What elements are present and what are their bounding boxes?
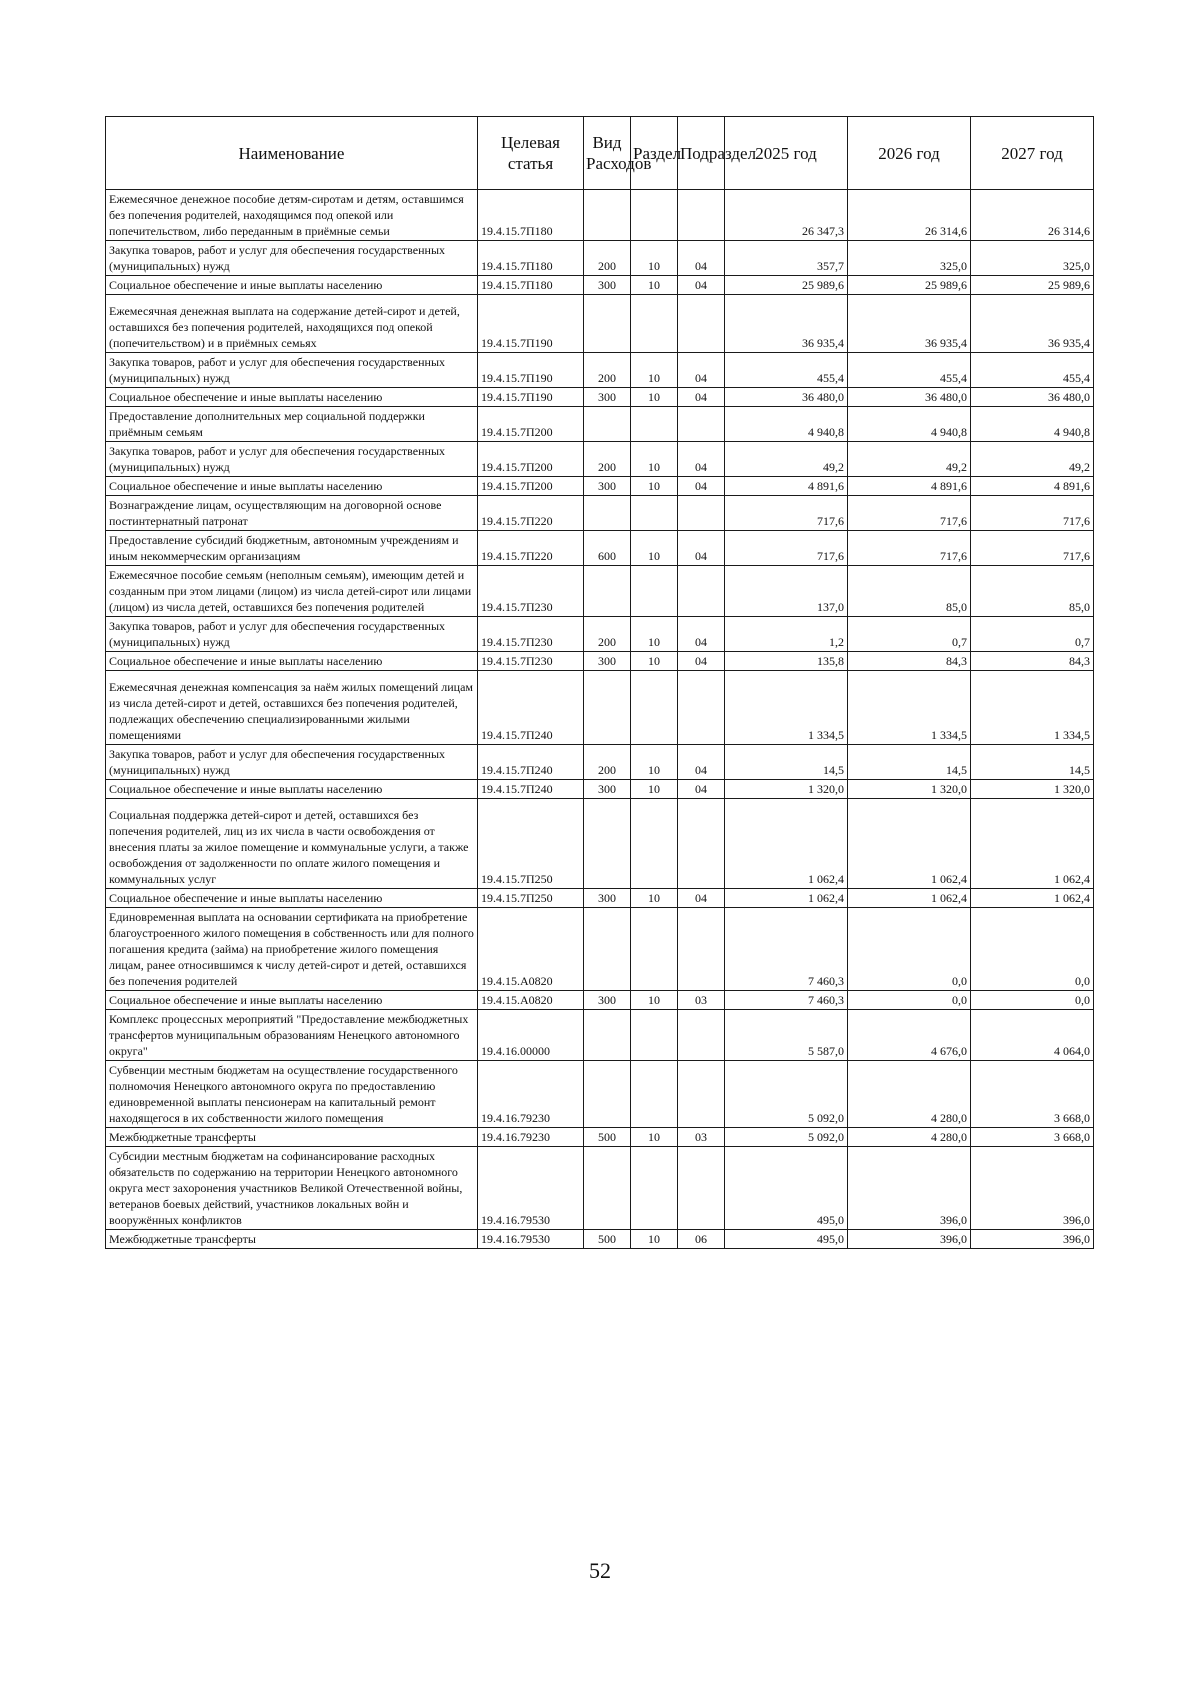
row-value-2026-cell: 396,0 <box>848 1230 971 1249</box>
row-name-cell: Социальное обеспечение и иные выплаты населению <box>106 889 478 908</box>
row-value-2025-cell: 4 891,6 <box>725 477 848 496</box>
row-subsection-cell <box>678 1061 725 1128</box>
row-name-cell: Социальное обеспечение и иные выплаты населению <box>106 477 478 496</box>
row-target-article-cell: 19.4.15.7П220 <box>478 496 584 531</box>
row-value-2027-cell: 1 062,4 <box>971 799 1094 889</box>
row-name-cell: Межбюджетные трансферты <box>106 1230 478 1249</box>
row-value-2025-cell: 4 940,8 <box>725 407 848 442</box>
header-year-2027: 2027 год <box>971 117 1094 190</box>
row-section-cell: 10 <box>631 241 678 276</box>
row-value-2026-cell: 325,0 <box>848 241 971 276</box>
row-subsection-cell <box>678 1010 725 1061</box>
table-row <box>106 745 1094 780</box>
row-value-2025-cell: 1 334,5 <box>725 671 848 745</box>
row-subsection-cell <box>678 295 725 353</box>
row-value-2026-cell: 85,0 <box>848 566 971 617</box>
row-subsection-cell: 04 <box>678 652 725 671</box>
row-value-2027-cell: 396,0 <box>971 1147 1094 1230</box>
row-subsection-cell <box>678 496 725 531</box>
row-expense-type-cell: 200 <box>584 241 631 276</box>
table-row <box>106 531 1094 566</box>
row-name-cell: Закупка товаров, работ и услуг для обеспечения государственных (муниципальных) нужд <box>106 617 478 652</box>
row-value-2027-cell: 85,0 <box>971 566 1094 617</box>
row-value-2026-cell: 0,0 <box>848 908 971 991</box>
table-row <box>106 1147 1094 1230</box>
row-expense-type-cell: 500 <box>584 1230 631 1249</box>
row-name-cell: Социальное обеспечение и иные выплаты населению <box>106 991 478 1010</box>
table-row <box>106 477 1094 496</box>
row-value-2025-cell: 135,8 <box>725 652 848 671</box>
row-value-2025-cell: 7 460,3 <box>725 908 848 991</box>
table-row <box>106 566 1094 617</box>
table-row <box>106 190 1094 241</box>
table-row <box>106 780 1094 799</box>
row-value-2025-cell: 14,5 <box>725 745 848 780</box>
row-section-cell: 10 <box>631 1230 678 1249</box>
header-year-2026: 2026 год <box>848 117 971 190</box>
row-value-2025-cell: 1 062,4 <box>725 889 848 908</box>
row-target-article-cell: 19.4.15.7П190 <box>478 295 584 353</box>
row-name-cell: Закупка товаров, работ и услуг для обеспечения государственных (муниципальных) нужд <box>106 745 478 780</box>
row-subsection-cell: 03 <box>678 991 725 1010</box>
row-target-article-cell: 19.4.15.А0820 <box>478 991 584 1010</box>
row-value-2027-cell: 36 480,0 <box>971 388 1094 407</box>
row-target-article-cell: 19.4.15.7П200 <box>478 442 584 477</box>
table-row <box>106 1010 1094 1061</box>
row-value-2026-cell: 36 480,0 <box>848 388 971 407</box>
row-value-2027-cell: 4 940,8 <box>971 407 1094 442</box>
table-row <box>106 388 1094 407</box>
row-expense-type-cell <box>584 190 631 241</box>
row-expense-type-cell: 200 <box>584 442 631 477</box>
row-section-cell <box>631 1010 678 1061</box>
row-value-2025-cell: 49,2 <box>725 442 848 477</box>
row-section-cell: 10 <box>631 617 678 652</box>
row-value-2027-cell: 3 668,0 <box>971 1061 1094 1128</box>
row-section-cell: 10 <box>631 991 678 1010</box>
row-subsection-cell: 04 <box>678 889 725 908</box>
row-section-cell: 10 <box>631 745 678 780</box>
row-target-article-cell: 19.4.15.7П240 <box>478 745 584 780</box>
table-row <box>106 799 1094 889</box>
row-section-cell: 10 <box>631 353 678 388</box>
row-value-2025-cell: 36 480,0 <box>725 388 848 407</box>
row-subsection-cell <box>678 1147 725 1230</box>
row-value-2027-cell: 4 064,0 <box>971 1010 1094 1061</box>
row-section-cell: 10 <box>631 388 678 407</box>
row-name-cell: Субвенции местным бюджетам на осуществление государственного полномочия Ненецкого автономного округа по предоставлению единовременной выплаты пенсионерам на капитальный ремонт находящегося в их собственности жилого помещения <box>106 1061 478 1128</box>
row-name-cell: Социальное обеспечение и иные выплаты населению <box>106 780 478 799</box>
row-value-2026-cell: 0,0 <box>848 991 971 1010</box>
table-row <box>106 1061 1094 1128</box>
row-value-2025-cell: 26 347,3 <box>725 190 848 241</box>
header-target-article: Целевая статья <box>478 117 584 190</box>
row-value-2026-cell: 1 062,4 <box>848 889 971 908</box>
table-row <box>106 671 1094 745</box>
row-value-2026-cell: 26 314,6 <box>848 190 971 241</box>
row-expense-type-cell: 600 <box>584 531 631 566</box>
row-subsection-cell <box>678 190 725 241</box>
row-value-2027-cell: 49,2 <box>971 442 1094 477</box>
row-name-cell: Предоставление дополнительных мер социальной поддержки приёмным семьям <box>106 407 478 442</box>
row-value-2026-cell: 14,5 <box>848 745 971 780</box>
row-expense-type-cell <box>584 671 631 745</box>
row-value-2025-cell: 36 935,4 <box>725 295 848 353</box>
row-target-article-cell: 19.4.15.7П180 <box>478 276 584 295</box>
row-expense-type-cell <box>584 566 631 617</box>
table-row <box>106 1230 1094 1249</box>
row-name-cell: Социальное обеспечение и иные выплаты населению <box>106 276 478 295</box>
row-section-cell: 10 <box>631 780 678 799</box>
row-value-2026-cell: 1 334,5 <box>848 671 971 745</box>
row-expense-type-cell <box>584 799 631 889</box>
row-value-2027-cell: 396,0 <box>971 1230 1094 1249</box>
row-name-cell: Закупка товаров, работ и услуг для обеспечения государственных (муниципальных) нужд <box>106 241 478 276</box>
header-section: Раздел <box>631 117 678 190</box>
row-name-cell: Предоставление субсидий бюджетным, автономным учреждениям и иным некоммерческим организациям <box>106 531 478 566</box>
row-value-2026-cell: 4 676,0 <box>848 1010 971 1061</box>
row-value-2026-cell: 1 062,4 <box>848 799 971 889</box>
row-value-2026-cell: 717,6 <box>848 496 971 531</box>
row-value-2027-cell: 455,4 <box>971 353 1094 388</box>
row-subsection-cell: 04 <box>678 780 725 799</box>
row-target-article-cell: 19.4.15.7П190 <box>478 388 584 407</box>
row-value-2026-cell: 0,7 <box>848 617 971 652</box>
row-value-2025-cell: 495,0 <box>725 1147 848 1230</box>
row-target-article-cell: 19.4.16.00000 <box>478 1010 584 1061</box>
row-target-article-cell: 19.4.15.7П200 <box>478 477 584 496</box>
row-section-cell <box>631 799 678 889</box>
row-value-2027-cell: 1 334,5 <box>971 671 1094 745</box>
row-value-2025-cell: 7 460,3 <box>725 991 848 1010</box>
row-target-article-cell: 19.4.15.А0820 <box>478 908 584 991</box>
row-target-article-cell: 19.4.15.7П250 <box>478 799 584 889</box>
table-body <box>106 190 1094 1249</box>
row-expense-type-cell: 300 <box>584 652 631 671</box>
row-name-cell: Вознаграждение лицам, осуществляющим на договорной основе постинтернатный патронат <box>106 496 478 531</box>
row-section-cell <box>631 908 678 991</box>
row-value-2025-cell: 5 092,0 <box>725 1061 848 1128</box>
table-row <box>106 496 1094 531</box>
row-expense-type-cell <box>584 1061 631 1128</box>
row-section-cell <box>631 295 678 353</box>
row-value-2026-cell: 4 280,0 <box>848 1061 971 1128</box>
row-target-article-cell: 19.4.15.7П220 <box>478 531 584 566</box>
row-subsection-cell: 04 <box>678 531 725 566</box>
row-name-cell: Ежемесячное денежное пособие детям-сиротам и детям, оставшимся без попечения родителей, находящимся под опекой или попечительством, либо переданным в приёмные семьи <box>106 190 478 241</box>
row-name-cell: Социальное обеспечение и иные выплаты населению <box>106 388 478 407</box>
table-row <box>106 295 1094 353</box>
row-target-article-cell: 19.4.15.7П190 <box>478 353 584 388</box>
row-target-article-cell: 19.4.16.79230 <box>478 1128 584 1147</box>
row-value-2026-cell: 396,0 <box>848 1147 971 1230</box>
row-subsection-cell <box>678 799 725 889</box>
row-value-2027-cell: 0,0 <box>971 908 1094 991</box>
table-row <box>106 276 1094 295</box>
table-row <box>106 652 1094 671</box>
row-expense-type-cell: 200 <box>584 353 631 388</box>
row-value-2027-cell: 717,6 <box>971 496 1094 531</box>
row-subsection-cell: 04 <box>678 617 725 652</box>
row-expense-type-cell <box>584 1147 631 1230</box>
row-name-cell: Ежемесячная денежная компенсация за наём жилых помещений лицам из числа детей-сирот и детей, оставшихся без попечения родителей, подлежащих обеспечению специализированными жилыми помещениями <box>106 671 478 745</box>
row-target-article-cell: 19.4.15.7П200 <box>478 407 584 442</box>
row-subsection-cell: 04 <box>678 276 725 295</box>
row-target-article-cell: 19.4.16.79530 <box>478 1147 584 1230</box>
row-name-cell: Закупка товаров, работ и услуг для обеспечения государственных (муниципальных) нужд <box>106 442 478 477</box>
row-value-2026-cell: 36 935,4 <box>848 295 971 353</box>
row-subsection-cell <box>678 566 725 617</box>
row-value-2026-cell: 1 320,0 <box>848 780 971 799</box>
table-row <box>106 908 1094 991</box>
row-name-cell: Единовременная выплата на основании сертификата на приобретение благоустроенного жилого помещения в собственность или для полного погашения кредита (займа) на приобретение жилого помещения лицам, ранее относившимся к числу детей-сирот и детей, оставшихся без попечения родителей <box>106 908 478 991</box>
table-row <box>106 991 1094 1010</box>
row-value-2027-cell: 325,0 <box>971 241 1094 276</box>
row-name-cell: Субсидии местным бюджетам на софинансирование расходных обязательств по содержанию на территории Ненецкого автономного округа мест захоронения участников Великой Отечественной войны, ветеранов боевых действий, участников локальных войн и вооружённых конфликтов <box>106 1147 478 1230</box>
row-name-cell: Ежемесячное пособие семьям (неполным семьям), имеющим детей и созданным при этом лицами (лицом) из числа детей-сирот или лицами (лицом) из числа детей, оставшихся без попечения родителей <box>106 566 478 617</box>
row-value-2026-cell: 84,3 <box>848 652 971 671</box>
row-subsection-cell: 06 <box>678 1230 725 1249</box>
row-subsection-cell: 04 <box>678 442 725 477</box>
row-value-2025-cell: 1,2 <box>725 617 848 652</box>
table-row <box>106 407 1094 442</box>
row-value-2027-cell: 25 989,6 <box>971 276 1094 295</box>
row-value-2025-cell: 1 320,0 <box>725 780 848 799</box>
row-subsection-cell <box>678 908 725 991</box>
row-expense-type-cell: 300 <box>584 889 631 908</box>
table-row <box>106 889 1094 908</box>
row-expense-type-cell: 200 <box>584 745 631 780</box>
row-name-cell: Закупка товаров, работ и услуг для обеспечения государственных (муниципальных) нужд <box>106 353 478 388</box>
table-row <box>106 617 1094 652</box>
row-section-cell <box>631 496 678 531</box>
row-value-2025-cell: 25 989,6 <box>725 276 848 295</box>
row-value-2027-cell: 0,7 <box>971 617 1094 652</box>
row-subsection-cell: 04 <box>678 388 725 407</box>
row-target-article-cell: 19.4.16.79530 <box>478 1230 584 1249</box>
row-expense-type-cell: 300 <box>584 276 631 295</box>
row-section-cell: 10 <box>631 652 678 671</box>
row-expense-type-cell: 300 <box>584 388 631 407</box>
row-target-article-cell: 19.4.15.7П240 <box>478 780 584 799</box>
row-target-article-cell: 19.4.15.7П180 <box>478 190 584 241</box>
row-section-cell: 10 <box>631 531 678 566</box>
header-row <box>106 117 1094 190</box>
row-target-article-cell: 19.4.15.7П230 <box>478 652 584 671</box>
table-row <box>106 442 1094 477</box>
row-subsection-cell <box>678 407 725 442</box>
row-value-2027-cell: 84,3 <box>971 652 1094 671</box>
header-expense-type: Вид Расходов <box>584 117 631 190</box>
row-value-2026-cell: 4 940,8 <box>848 407 971 442</box>
row-expense-type-cell <box>584 295 631 353</box>
row-value-2027-cell: 1 320,0 <box>971 780 1094 799</box>
row-value-2025-cell: 495,0 <box>725 1230 848 1249</box>
row-section-cell: 10 <box>631 889 678 908</box>
row-section-cell <box>631 1061 678 1128</box>
row-target-article-cell: 19.4.15.7П250 <box>478 889 584 908</box>
row-section-cell: 10 <box>631 442 678 477</box>
row-subsection-cell: 04 <box>678 241 725 276</box>
row-name-cell: Социальное обеспечение и иные выплаты населению <box>106 652 478 671</box>
row-value-2026-cell: 25 989,6 <box>848 276 971 295</box>
row-target-article-cell: 19.4.15.7П230 <box>478 617 584 652</box>
row-name-cell: Социальная поддержка детей-сирот и детей, оставшихся без попечения родителей, лиц из их числа в части освобождения от внесения платы за жилое помещение и коммунальные услуги, а также освобождения от задолженности по оплате жилого помещения и коммунальных услуг <box>106 799 478 889</box>
row-name-cell: Комплекс процессных мероприятий "Предоставление межбюджетных трансфертов муниципальным образованиям Ненецкого автономного округа" <box>106 1010 478 1061</box>
row-target-article-cell: 19.4.15.7П180 <box>478 241 584 276</box>
row-value-2027-cell: 0,0 <box>971 991 1094 1010</box>
row-expense-type-cell <box>584 1010 631 1061</box>
row-expense-type-cell: 300 <box>584 780 631 799</box>
row-expense-type-cell: 300 <box>584 477 631 496</box>
row-value-2027-cell: 14,5 <box>971 745 1094 780</box>
row-subsection-cell: 04 <box>678 477 725 496</box>
row-value-2025-cell: 1 062,4 <box>725 799 848 889</box>
row-value-2025-cell: 717,6 <box>725 531 848 566</box>
row-value-2027-cell: 1 062,4 <box>971 889 1094 908</box>
table-row <box>106 241 1094 276</box>
table-row <box>106 1128 1094 1147</box>
row-value-2026-cell: 4 891,6 <box>848 477 971 496</box>
row-expense-type-cell: 500 <box>584 1128 631 1147</box>
row-subsection-cell: 03 <box>678 1128 725 1147</box>
table-row <box>106 353 1094 388</box>
row-target-article-cell: 19.4.15.7П240 <box>478 671 584 745</box>
row-value-2025-cell: 357,7 <box>725 241 848 276</box>
header-name: Наименование <box>106 117 478 190</box>
row-value-2027-cell: 36 935,4 <box>971 295 1094 353</box>
row-section-cell: 10 <box>631 276 678 295</box>
row-expense-type-cell <box>584 407 631 442</box>
row-subsection-cell: 04 <box>678 745 725 780</box>
row-section-cell <box>631 566 678 617</box>
row-target-article-cell: 19.4.15.7П230 <box>478 566 584 617</box>
row-section-cell: 10 <box>631 477 678 496</box>
row-expense-type-cell: 300 <box>584 991 631 1010</box>
row-value-2026-cell: 49,2 <box>848 442 971 477</box>
row-expense-type-cell: 200 <box>584 617 631 652</box>
row-section-cell <box>631 671 678 745</box>
row-value-2026-cell: 455,4 <box>848 353 971 388</box>
row-value-2025-cell: 5 587,0 <box>725 1010 848 1061</box>
row-subsection-cell: 04 <box>678 353 725 388</box>
row-name-cell: Ежемесячная денежная выплата на содержание детей-сирот и детей, оставшихся без попечения родителей, находящихся под опекой (попечительством) и в приёмных семьях <box>106 295 478 353</box>
row-expense-type-cell <box>584 496 631 531</box>
row-name-cell: Межбюджетные трансферты <box>106 1128 478 1147</box>
row-value-2025-cell: 137,0 <box>725 566 848 617</box>
row-subsection-cell <box>678 671 725 745</box>
row-value-2026-cell: 717,6 <box>848 531 971 566</box>
row-value-2026-cell: 4 280,0 <box>848 1128 971 1147</box>
row-target-article-cell: 19.4.16.79230 <box>478 1061 584 1128</box>
row-section-cell <box>631 1147 678 1230</box>
budget-table <box>105 116 1094 1249</box>
row-section-cell <box>631 407 678 442</box>
row-section-cell: 10 <box>631 1128 678 1147</box>
row-value-2027-cell: 3 668,0 <box>971 1128 1094 1147</box>
row-value-2025-cell: 5 092,0 <box>725 1128 848 1147</box>
row-value-2027-cell: 717,6 <box>971 531 1094 566</box>
header-subsection: Подраздел <box>678 117 725 190</box>
row-section-cell <box>631 190 678 241</box>
row-expense-type-cell <box>584 908 631 991</box>
row-value-2027-cell: 26 314,6 <box>971 190 1094 241</box>
row-value-2027-cell: 4 891,6 <box>971 477 1094 496</box>
page-number: 52 <box>589 1558 611 1583</box>
row-value-2025-cell: 717,6 <box>725 496 848 531</box>
header-year-2025: 2025 год <box>725 117 848 190</box>
row-value-2025-cell: 455,4 <box>725 353 848 388</box>
